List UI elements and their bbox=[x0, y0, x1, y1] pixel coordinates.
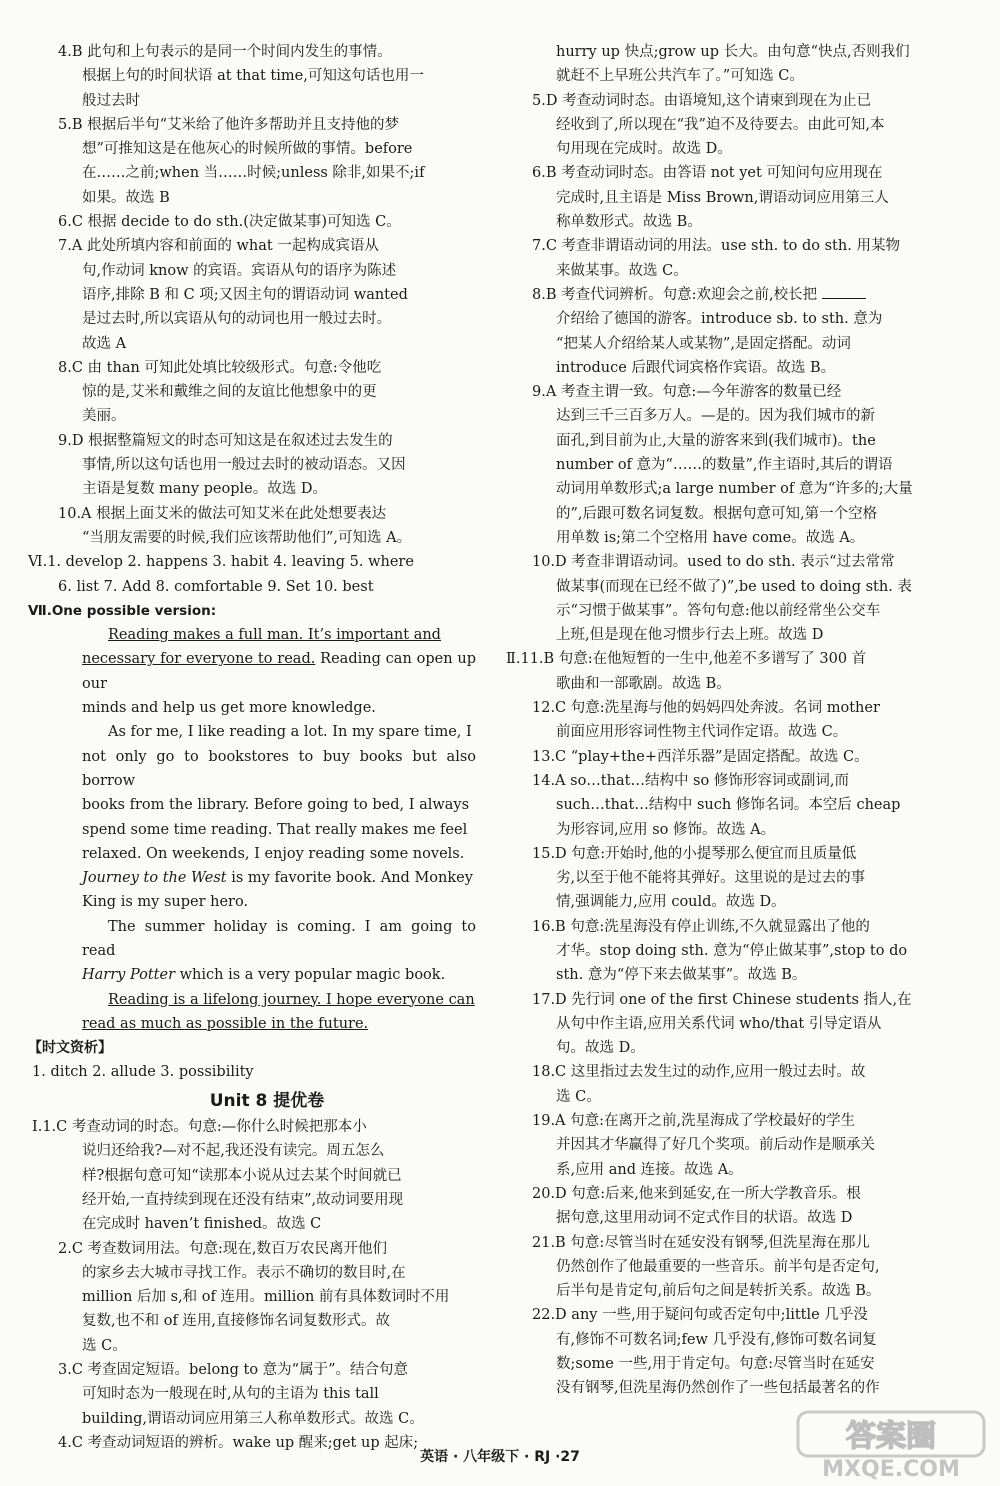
unit-title: Unit 8 提优卷 bbox=[209, 1090, 325, 1111]
shiwen-answers: 1. ditch 2. allude 3. possibility bbox=[32, 1064, 254, 1081]
right-q16: 16.B 句意:洗星海没有停止训练,不久就显露出了他的 才华。stop doing sth. 意为“停止做某事”,stop to do sth. 意为“停下来去做某事”。故选 B。 bbox=[532, 918, 908, 984]
svg-text:答案圈: 答案圈 bbox=[846, 1419, 936, 1454]
right-q14: 14.A so…that…结构中 so 修饰形容词或副词,而 such…that…结构中 such 修饰名词。本空后 cheap 为形容词,应用 so 修饰。故选 A。 bbox=[532, 772, 901, 838]
left-q7: 7.A 此处所填内容和前面的 what 一起构成宾语从 句,作动词 know 的宾语。宾语从句的语序为陈述 语序,排除 B 和 C 项;又因主句的谓语动词 wanted 是过去时,所以宾语从句的动词也用一般过去时。 故选 A bbox=[58, 238, 408, 352]
right-q12: 12.C 句意:洗星海与他的妈妈四处奔波。名词 mother 前面应用形容词性物主代词作定语。故选 C。 bbox=[532, 700, 880, 741]
right-q22: 22.D any 一些,用于疑问句或否定句中;little 几乎没 有,修饰不可数名词;few 几乎没有,修饰可数名词复 数;some 一些,用于肯定句。句意:尽管当时在延安 没有钢琴,但洗星海仍然创作了一些包括最著名的作 bbox=[532, 1307, 880, 1397]
right-q8: 8.B 考查代词辨析。句意:欢迎会之前,校长把 介绍给了德国的游客。introduce sb. to sth. 意为 “把某人介绍给某人或某物”,是固定搭配。动词 introduce 后跟代词宾格作宾语。故选 B。 bbox=[532, 283, 942, 380]
section-7-heading: Ⅶ.One possible version: bbox=[28, 602, 217, 619]
sample-essay: Reading makes a full man. It’s important and necessary for everyone to read. Reading can open up our minds and help us get more knowledge. As for me, I like reading a lot. In my spare time, I not only go to bookstores to buy books but also borrow books from the library. Before going to bed, I always spend some time reading. That really makes me feel relaxed. On weekends, I enjoy reading some novels. Journey to the West is my favorite book. And Monkey King is my super hero. The summer holiday is coming. I am going to read Harry Potter which is a very popular magic book. Reading is a lifelong journey. I hope everyone can read as much as possible in the future. bbox=[82, 627, 476, 1032]
right-q4-continued: hurry up 快点;grow up 长大。由句意“快点,否则我们 就赶不上早班公共汽车了。”可知选 C。 bbox=[556, 44, 910, 85]
unit8-q3: 3.C 考查固定短语。belong to 意为“属于”。结合句意 可知时态为一般现在时,从句的主语为 this tall building,谓语动词应用第三人称单数形式。故选 C。 bbox=[58, 1362, 424, 1427]
svg-text:MXQE.COM: MXQE.COM bbox=[822, 1457, 960, 1480]
left-q5: 5.B 根据后半句“艾米给了他许多帮助并且支持他的梦 想”可推知这是在他灰心的时候所做的事情。before 在……之前;when 当……时候;unless 除非,如果不;if 如果。故选 B bbox=[58, 116, 425, 206]
right-column bbox=[506, 40, 942, 1401]
right-q19: 19.A 句意:在离开之前,洗星海成了学校最好的学生 并因其才华赢得了好几个奖项。前后动作是顺承关 系,应用 and 连接。故选 A。 bbox=[532, 1113, 875, 1178]
watermark-icon bbox=[796, 1408, 986, 1480]
left-q10: 10.A 根据上面艾米的做法可知艾米在此处想要表达 “当朋友需要的时候,我们应该帮助他们”,可知选 A。 bbox=[58, 505, 412, 546]
right-q17: 17.D 先行词 one of the first Chinese students 指人,在 从句中作主语,应用关系代词 who/that 引导定语从 句。故选 D。 bbox=[532, 991, 912, 1057]
right-q18: 18.C 这里指过去发生过的动作,应用一般过去时。故 选 C。 bbox=[532, 1064, 866, 1105]
answer-blank bbox=[822, 284, 866, 299]
unit8-q4: 4.C 考查动词短语的辨析。wake up 醒来;get up 起床; bbox=[58, 1434, 419, 1451]
page-footer: 英语 · 八年级下 · RJ ·27 bbox=[420, 1449, 580, 1465]
right-q6: 6.B 考查动词时态。由答语 not yet 可知问句应用现在 完成时,且主语是 Miss Brown,谓语动词应用第三人 称单数形式。故选 B。 bbox=[532, 165, 889, 231]
right-q5: 5.D 考查动词时态。由语境知,这个请柬到现在为止已 经收到了,所以现在“我”迫不及待要去。由此可知,本 句用现在完成时。故选 D。 bbox=[532, 92, 885, 158]
section-6-answers: Ⅵ.1. develop 2. happens 3. habit 4. leaving 5. where 6. list 7. Add 8. comfortable 9. Set 10. best bbox=[28, 554, 414, 595]
right-q15: 15.D 句意:开始时,他的小提琴那么便宜而且质量低 劣,以至于他不能将其弹好。这里说的是过去的事 情,强调能力,应用 could。故选 D。 bbox=[532, 845, 866, 911]
right-q21: 21.B 句意:尽管当时在延安没有钢琴,但洗星海在那儿 仍然创作了他最重要的一些音乐。前半句是否定句, 后半句是肯定句,前后句之间是转折关系。故选 B。 bbox=[532, 1234, 881, 1300]
left-q8: 8.C 由 than 可知此处填比较级形式。句意:令他吃 惊的是,艾米和戴维之间的友谊比他想象中的更 美丽。 bbox=[58, 359, 382, 425]
shiwen-heading: 【时文资析】 bbox=[28, 1040, 112, 1057]
unit8-q1: Ⅰ.1.C 考查动词的时态。句意:—你什么时候把那本小 说归还给我?—对不起,我还没有读完。周五怎么 样?根据句意可知“读那本小说从过去某个时间就已 经开始,一直持续到现在还没有结束”,故动词要用现 在完成时 haven’t finished。故选 C bbox=[32, 1119, 404, 1233]
left-q4: 4.B 此句和上句表示的是同一个时间内发生的事情。 根据上句的时间状语 at that time,可知这句话也用一 般过去时 bbox=[58, 44, 424, 109]
left-q6: 6.C 根据 decide to do sth.(决定做某事)可知选 C。 bbox=[58, 214, 401, 231]
right-q20: 20.D 句意:后来,他来到延安,在一所大学教音乐。根 据句意,这里用动词不定式作目的状语。故选 D bbox=[532, 1185, 861, 1227]
watermark-logo bbox=[796, 1408, 986, 1480]
right-q10: 10.D 考查非谓语动词。used to do sth. 表示“过去常常 做某事(而现在已经不做了)”,be used to doing sth. 表 示“习惯于做某事”。答句句意:他以前经常坐公交车 上班,但是现在他习惯步行去上班。故选 D bbox=[532, 554, 912, 644]
unit8-q2: 2.C 考查数词用法。句意:现在,数百万农民离开他们 的家乡去大城市寻找工作。表示不确切的数目时,在 million 后加 s,和 of 连用。million 前有具体数词时不用 复数,也不和 of 连用,直接修饰名词复数形式。故 选 C。 bbox=[58, 1240, 450, 1354]
left-q9: 9.D 根据整篇短文的时态可知这是在叙述过去发生的 事情,所以这句话也用一般过去时的被动语态。又因 主语是复数 many people。故选 D。 bbox=[58, 432, 406, 498]
right-q13: 13.C “play+the+西洋乐器”是固定搭配。故选 C。 bbox=[532, 748, 869, 765]
right-q11: Ⅱ.11.B 句意:在他短暂的一生中,他差不多谱写了 300 首 歌曲和一部歌剧。故选 B。 bbox=[506, 651, 867, 692]
left-column bbox=[28, 40, 476, 1455]
right-q7: 7.C 考查非谓语动词的用法。use sth. to do sth. 用某物 来做某事。故选 C。 bbox=[532, 238, 900, 279]
right-q9: 9.A 考查主谓一致。句意:—今年游客的数量已经 达到三千三百多万人。—是的。因为我们城市的新 面孔,到目前为止,大量的游客来到(我们城市)。the number of 意为“……的数量”,作主语时,其后的谓语 动词用单数形式;a large number of 意为“许多的;大量 的”,后跟可数名词复数。根据句意可知,第一个空格 用单数 is;第二个空格用 have come。故选 A。 bbox=[532, 384, 913, 546]
